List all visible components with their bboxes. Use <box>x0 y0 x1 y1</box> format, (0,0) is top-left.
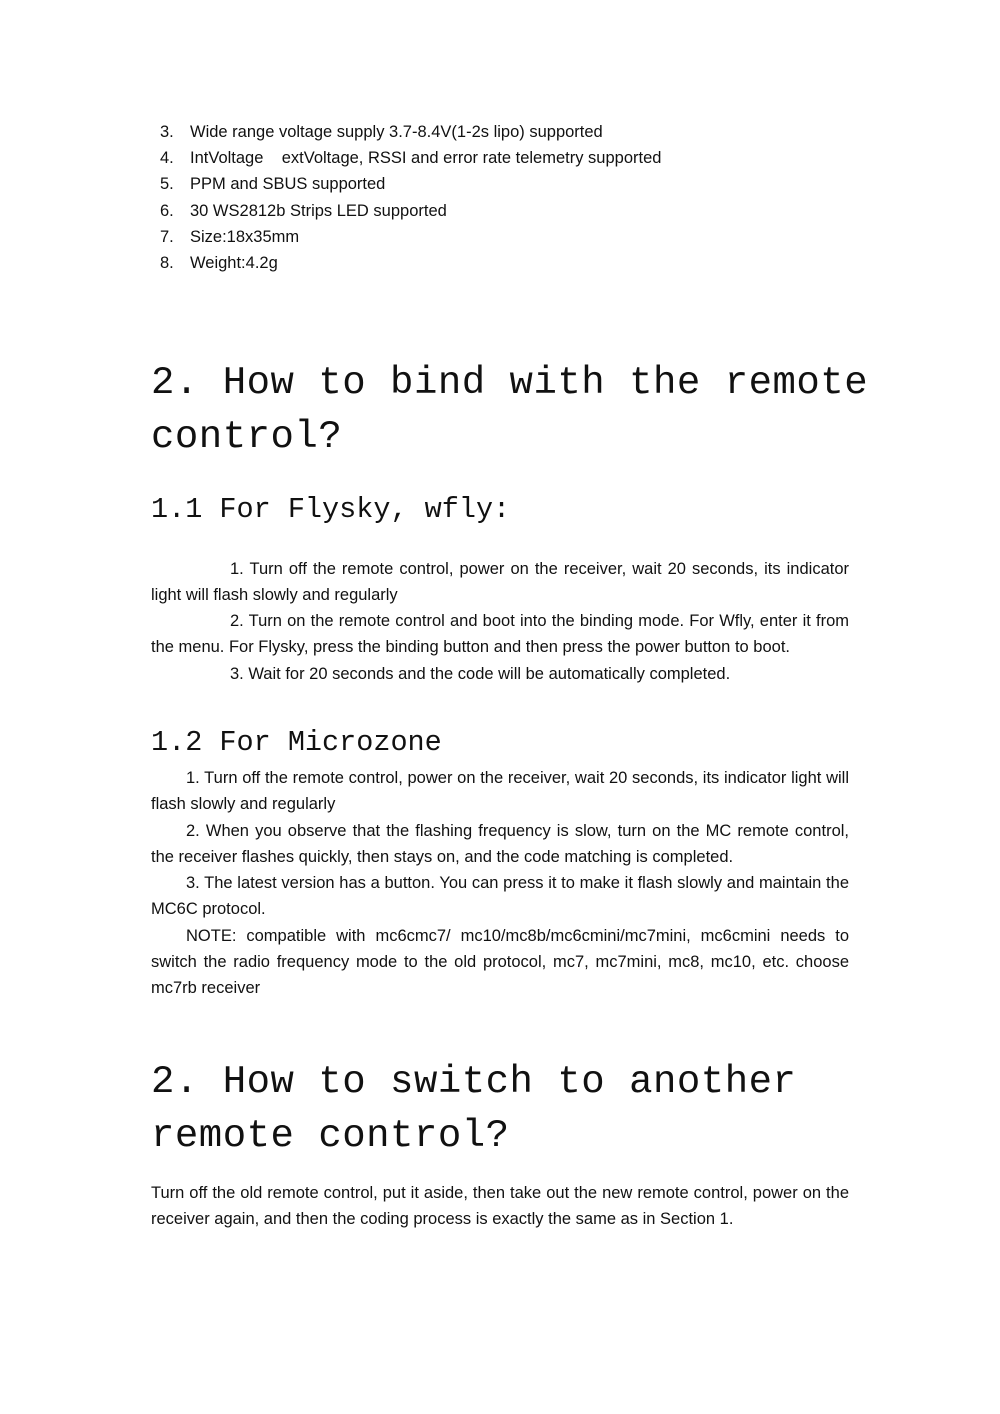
feature-item <box>160 119 661 145</box>
flysky-step-1: 1. Turn off the remote control, power on the receiver, wait 20 seconds, its indicator light will flash slowly and regularly <box>151 560 849 605</box>
feature-number: 3. <box>160 123 174 141</box>
feature-text: PPM and SBUS supported <box>190 175 386 194</box>
subheading-flysky: 1.1 For Flysky, wfly: <box>151 493 511 526</box>
feature-number: 8. <box>160 254 174 273</box>
flysky-step-2: 2. Turn on the remote control and boot into the binding mode. For Wfly, enter it from the menu. For Flysky, press the binding button and then press the power button to boot. <box>151 612 849 657</box>
feature-item <box>160 145 661 171</box>
feature-item <box>160 250 661 276</box>
flysky-step-3: 3. Wait for 20 seconds and the code will be automatically completed. <box>230 665 731 683</box>
feature-text: 30 WS2812b Strips LED supported <box>190 201 447 220</box>
section-heading-switch: 2. How to switch to another remote control? <box>151 1060 797 1158</box>
subheading-microzone: 1.2 For Microzone <box>151 726 442 759</box>
feature-number: 4. <box>160 149 174 168</box>
microzone-step-3: 3. The latest version has a button. You can press it to make it flash slowly and maintain the MC6C protocol. <box>151 874 849 919</box>
section-heading-bind: 2. How to bind with the remote control? <box>151 361 869 459</box>
feature-item <box>160 198 661 224</box>
feature-text: Wide range voltage supply 3.7-8.4V(1-2s lipo) supported <box>190 123 603 141</box>
microzone-note: NOTE: compatible with mc6cmc7/ mc10/mc8b/mc6cmini/mc7mini, mc6cmini needs to switch the radio frequency mode to the old protocol, mc7, mc7mini, mc8, mc10, etc. choose mc7rb receiver <box>151 927 849 998</box>
feature-number: 6. <box>160 201 174 220</box>
feature-number: 5. <box>160 175 174 194</box>
feature-text: Size:18x35mm <box>190 227 300 246</box>
feature-text: IntVoltage extVoltage, RSSI and error rate telemetry supported <box>190 149 662 168</box>
feature-text: Weight:4.2g <box>190 254 278 273</box>
switch-body: Turn off the old remote control, put it aside, then take out the new remote control, power on the receiver again, and then the coding process is exactly the same as in Section 1. <box>151 1184 849 1229</box>
microzone-step-1: 1. Turn off the remote control, power on the receiver, wait 20 seconds, its indicator light will flash slowly and regularly <box>151 769 849 814</box>
feature-number: 7. <box>160 227 174 246</box>
microzone-step-2: 2. When you observe that the flashing frequency is slow, turn on the MC remote control, the receiver flashes quickly, then stays on, and the code matching is completed. <box>151 822 849 867</box>
feature-item <box>160 171 661 197</box>
feature-item <box>160 224 661 250</box>
feature-list <box>160 119 661 276</box>
